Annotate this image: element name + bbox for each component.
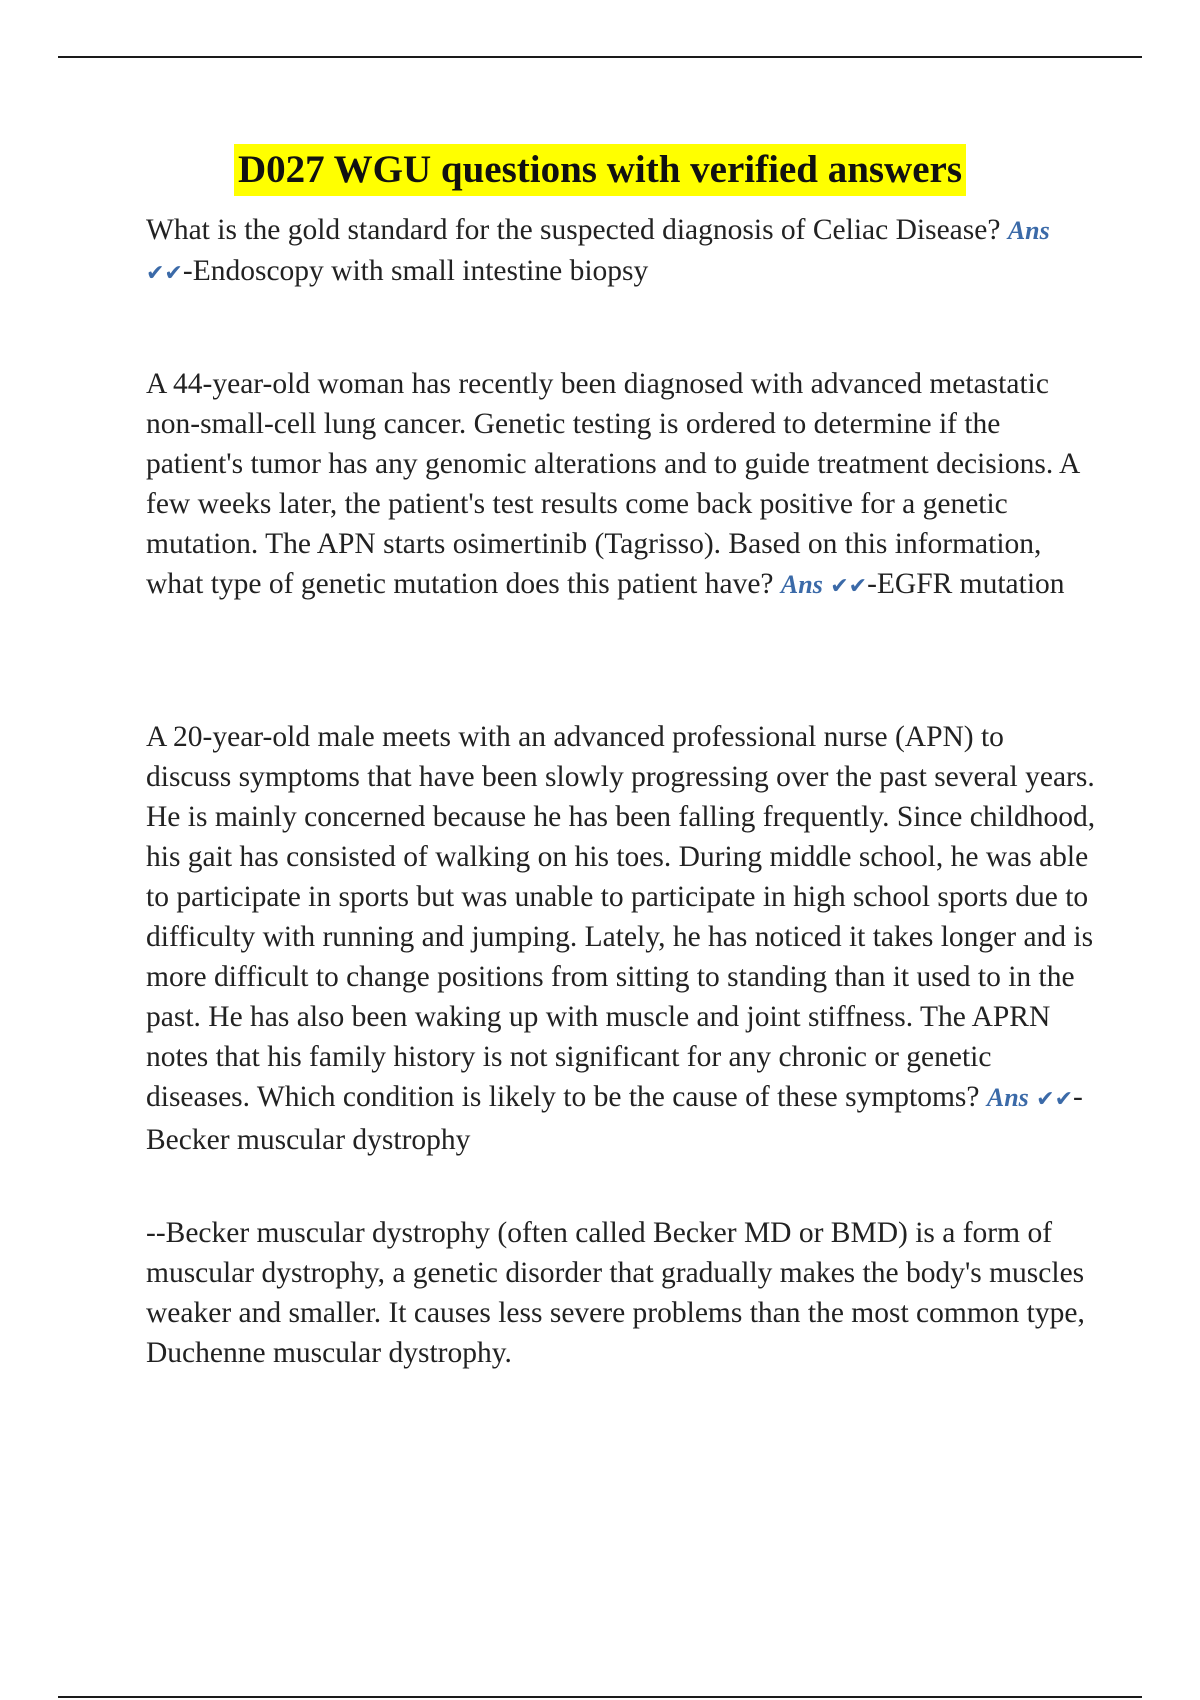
qa-paragraph	[146, 717, 1096, 1160]
qa-item-1	[146, 210, 1096, 294]
qa-paragraph	[146, 364, 1096, 607]
question-text: A 20-year-old male meets with an advanced professional nurse (APN) to discuss symptoms that have been slowly progressing over the past several years. He is mainly concerned because he has been falling frequently. Since childhood, his gait has consisted of walking on his toes. During middle school, he was able to participate in sports but was unable to participate in high school sports due to difficulty with running and jumping. Lately, he has noticed it takes longer and is more difficult to change positions from sitting to standing than it used to in the past. He has also been waking up with muscle and joint stiffness. The APRN notes that his family history is not significant for any chronic or genetic diseases. Which condition is likely to be the cause of these symptoms?	[146, 721, 1096, 1113]
check-marks-icon: ✔✔	[830, 574, 868, 599]
explanation-text: --Becker muscular dystrophy (often called Becker MD or BMD) is a form of muscular dystrophy, a genetic disorder that gradually makes the body's muscles weaker and smaller. It causes less severe problems than the most common type, Duchenne muscular dystrophy.	[146, 1217, 1085, 1369]
answer-text: -Becker muscular dystrophy	[146, 1081, 1083, 1156]
document-title: D027 WGU questions with verified answers	[234, 144, 966, 196]
footer-rule	[58, 1696, 1142, 1698]
qa-paragraph	[146, 210, 1096, 294]
question-text: What is the gold standard for the suspected diagnosis of Celiac Disease?	[146, 214, 1001, 246]
qa-item-3	[146, 717, 1096, 1160]
answer-text: -Endoscopy with small intestine biopsy	[182, 255, 649, 287]
title-container	[0, 144, 1200, 196]
explanation-3	[146, 1213, 1096, 1373]
check-marks-icon: ✔✔	[146, 261, 183, 286]
check-marks-icon: ✔✔	[1036, 1087, 1074, 1112]
answer-label: Ans	[780, 570, 823, 599]
question-text: A 44-year-old woman has recently been diagnosed with advanced metastatic non-small-cell lung cancer. Genetic testing is ordered to determine if the patient's tumor has any genomic alterations and to guide treatment decisions. A few weeks later, the patient's test results come back positive for a genetic mutation. The APN starts osimertinib (Tagrisso). Based on this information, what type of genetic mutation does this patient have?	[146, 368, 1079, 600]
qa-item-2	[146, 364, 1096, 607]
answer-label: Ans	[986, 1083, 1029, 1112]
answer-text: -EGFR mutation	[867, 568, 1065, 600]
header-rule	[58, 56, 1142, 58]
answer-label: Ans	[1007, 216, 1050, 245]
